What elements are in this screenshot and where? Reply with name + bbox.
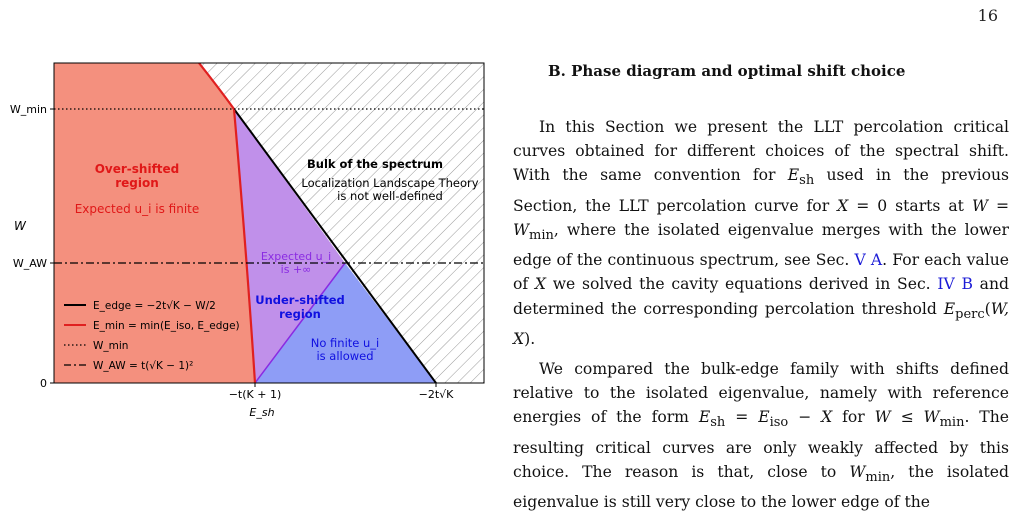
under-title-2: region [279, 307, 321, 321]
legend-edge: E_edge = −2t√K − W/2 [93, 300, 216, 312]
over-shifted-region [54, 63, 255, 383]
paragraph-1: In this Section we present the LLT percolation critical curves obtained for different choices of the spectral shift. With the same convention for $E_{sh}$ used in the previous Section, the LLT percolation curve for X = 0 starts at $W = W_{min}$, where the isolated eigenvalue merges with the lower edge of the continuous spectrum, see Sec. V A. For each value of X we solved the cavity equations derived in Sec. IV B and determined the corresponding percolation threshold $E_{perc}(W$, X). [513, 118, 1010, 348]
over-title-2: region [115, 176, 159, 190]
y-tick-waw: W_AW [12, 257, 47, 270]
y-tick-wmin: W_min [9, 103, 47, 116]
y-tick-zero: 0 [40, 377, 47, 390]
bulk-subtitle-2: is not well-defined [337, 189, 443, 203]
x-tick-right: −2t√K [418, 388, 454, 401]
legend-min: E_min = min(E_iso, E_edge) [93, 320, 240, 332]
y-axis-label: W [14, 219, 26, 233]
legend-waw: W_AW = t(√K − 1)² [93, 360, 194, 372]
legend-wmin: W_min [93, 340, 129, 352]
bulk-subtitle-1: Localization Landscape Theory [301, 176, 479, 190]
section-heading: B. Phase diagram and optimal shift choice [548, 62, 906, 80]
under-title-1: Under-shifted [255, 293, 345, 307]
bulk-title: Bulk of the spectrum [307, 157, 443, 171]
purple-label-2: is +∞ [280, 263, 312, 276]
x-axis-label: E_sh [249, 406, 275, 419]
x-tick-left: −t(K + 1) [228, 388, 282, 401]
ref-sec-va[interactable]: V A [854, 251, 883, 270]
over-title-1: Over-shifted [94, 162, 180, 176]
under-subtitle-1: No finite u_i [310, 336, 380, 350]
paragraph-2: We compared the bulk-edge family with shifts defined relative to the isolated eigenvalue, namely with reference energies of the form $E_{sh} = E_{iso} - X$ for $W \le W_{min}$. The resulting critical curves are only weakly affected by this choice. The reason is that, close to $W_{min}$, the isolated eigenvalue is still very close to the lower edge of the [513, 360, 1009, 512]
over-subtitle: Expected u_i is finite [74, 202, 200, 216]
ref-sec-ivb[interactable]: IV B [937, 275, 973, 294]
purple-label-1: Expected u_i [260, 250, 332, 263]
phase-diagram-figure [0, 0, 500, 461]
page-number: 16 [977, 6, 998, 25]
under-subtitle-2: is allowed [316, 349, 374, 363]
